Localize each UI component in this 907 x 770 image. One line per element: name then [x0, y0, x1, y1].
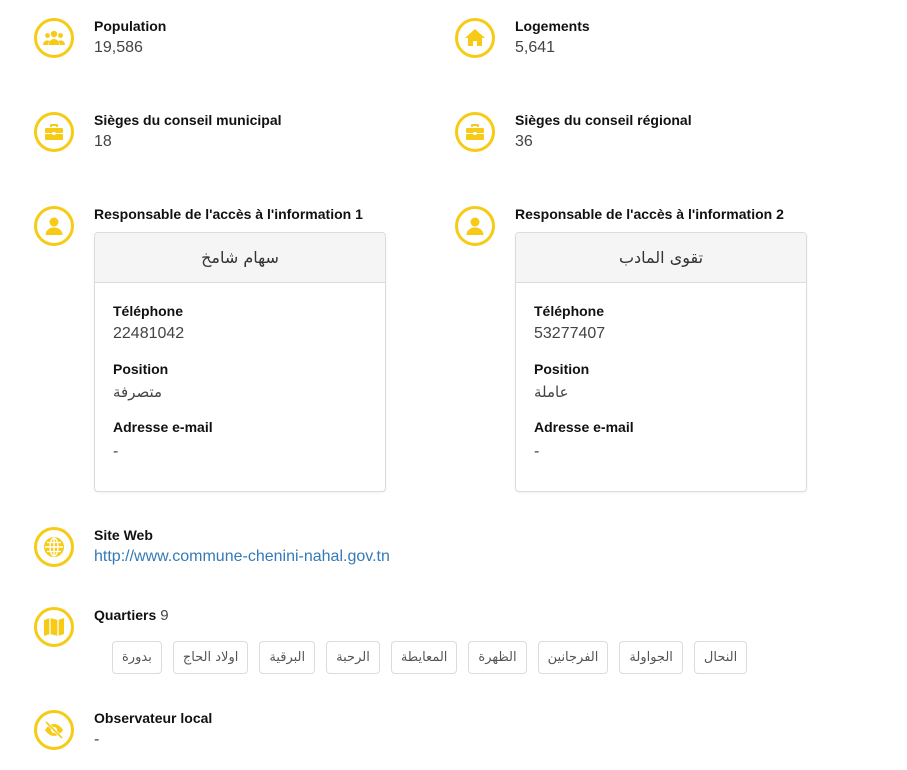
position-value: متصرفة — [113, 383, 163, 401]
website-label: Site Web — [94, 527, 153, 543]
regional-seats-value: 36 — [515, 133, 533, 150]
quartier-tag: اولاد الحاج — [173, 641, 249, 674]
quartiers-title: Quartiers — [94, 607, 157, 623]
quartier-tag: بدورة — [112, 641, 162, 674]
info-officer-2-card — [515, 232, 807, 492]
website-link[interactable]: http://www.commune-chenini-nahal.gov.tn — [94, 548, 390, 565]
quartier-tag: النحال — [694, 641, 747, 674]
email-value: - — [534, 443, 540, 460]
quartier-tag: الظهرة — [468, 641, 526, 674]
logements-label: Logements — [515, 18, 590, 34]
user-icon — [455, 206, 495, 246]
quartiers-count: 9 — [160, 607, 169, 624]
municipal-seats-value: 18 — [94, 133, 112, 150]
position-label: Position — [534, 361, 590, 377]
email-label: Adresse e-mail — [534, 419, 634, 435]
info-officer-1 — [34, 206, 434, 506]
observer-label: Observateur local — [94, 710, 213, 726]
position-value: عاملة — [534, 383, 569, 401]
phone-value: 22481042 — [113, 325, 185, 342]
logements-value: 5,641 — [515, 39, 556, 56]
phone-label: Téléphone — [113, 303, 184, 319]
population-label: Population — [94, 18, 167, 34]
email-value: - — [113, 443, 119, 460]
quartier-tag: البرقية — [259, 641, 315, 674]
municipal-seats-stat — [34, 112, 414, 156]
municipal-seats-label: Sièges du conseil municipal — [94, 112, 282, 128]
briefcase-icon — [34, 112, 74, 152]
people-icon — [34, 18, 74, 58]
regional-seats-stat — [455, 112, 835, 156]
phone-label: Téléphone — [534, 303, 605, 319]
email-label: Adresse e-mail — [113, 419, 213, 435]
logements-stat — [455, 18, 835, 62]
home-icon — [455, 18, 495, 58]
quartiers-tag-list — [112, 641, 747, 674]
info-officer-1-card — [94, 232, 386, 492]
observer-value: - — [94, 731, 100, 748]
globe-icon — [34, 527, 74, 567]
quartiers-label — [94, 607, 169, 624]
quartier-tag: الرحبة — [326, 641, 380, 674]
info-officer-1-label: Responsable de l'accès à l'information 1 — [94, 206, 363, 222]
population-value: 19,586 — [94, 39, 143, 56]
info-officer-2 — [455, 206, 875, 506]
briefcase-icon — [455, 112, 495, 152]
quartier-tag: المعايطة — [391, 641, 458, 674]
website-block — [34, 527, 634, 571]
eye-slash-icon — [34, 710, 74, 750]
quartiers-block — [34, 607, 794, 679]
user-icon — [34, 206, 74, 246]
quartier-tag: الجواولة — [619, 641, 683, 674]
position-label: Position — [113, 361, 169, 377]
officer-name: سهام شامخ — [95, 233, 385, 283]
population-stat — [34, 18, 414, 62]
regional-seats-label: Sièges du conseil régional — [515, 112, 692, 128]
map-icon — [34, 607, 74, 647]
phone-value: 53277407 — [534, 325, 606, 342]
observer-block — [34, 710, 434, 754]
quartier-tag: الفرجانين — [538, 641, 609, 674]
officer-name: تقوى المادب — [516, 233, 806, 283]
info-officer-2-label: Responsable de l'accès à l'information 2 — [515, 206, 784, 222]
